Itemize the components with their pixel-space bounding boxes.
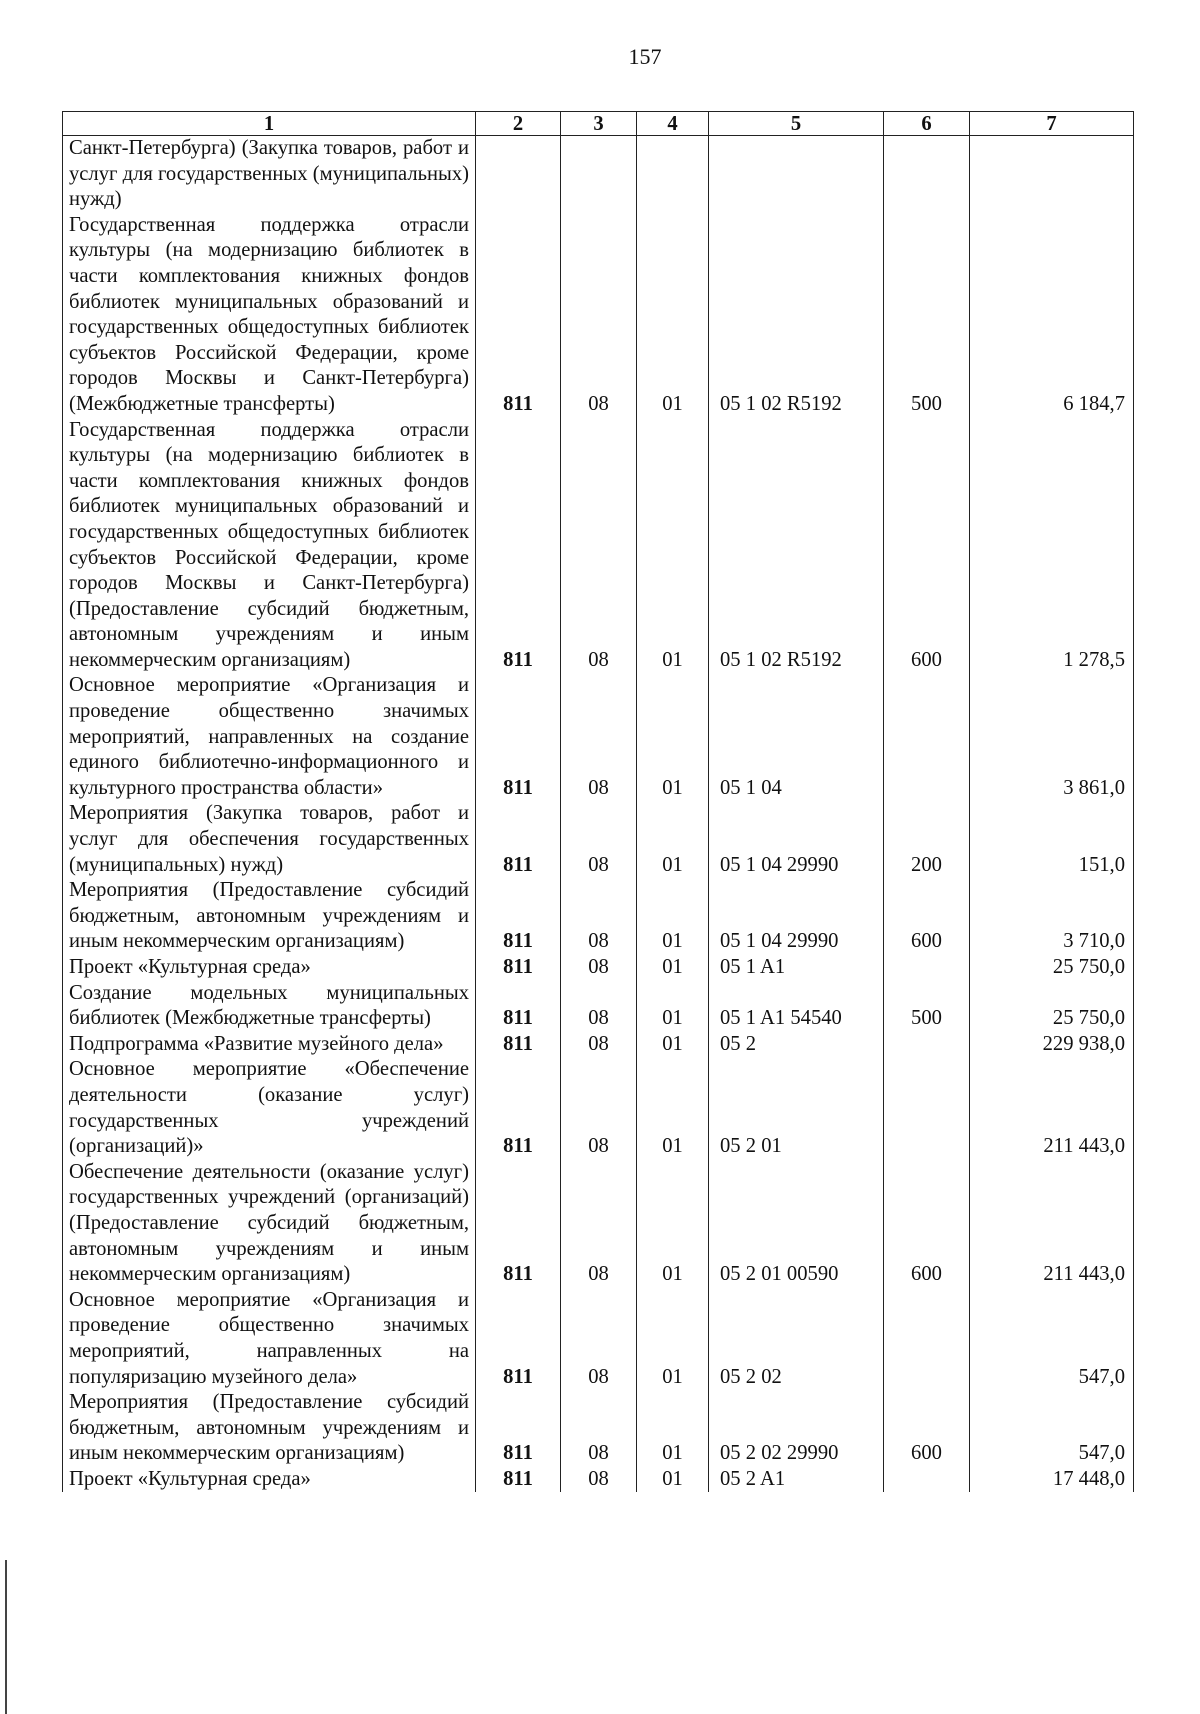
description-cell: Подпрограмма «Развитие музейного дела» <box>63 1032 476 1058</box>
section-cell: 08 <box>561 1467 637 1493</box>
description-cell: Основное мероприятие «Организация и проведение общественно значимых мероприятий, направленных на создание единого библиотечно-информационного и культурного пространства области» <box>63 673 476 801</box>
table-body <box>63 136 1134 1493</box>
grbs-cell: 811 <box>476 1390 561 1467</box>
description-cell: Мероприятия (Закупка товаров, работ и услуг для обеспечения государственных (муниципальных) нужд) <box>63 801 476 878</box>
description-cell: Основное мероприятие «Организация и проведение общественно значимых мероприятий, направленных на популяризацию музейного дела» <box>63 1288 476 1390</box>
amount-cell: 25 750,0 <box>970 955 1134 981</box>
target-article-cell <box>709 136 884 213</box>
expense-type-cell <box>884 1467 970 1493</box>
table-row <box>63 955 1134 981</box>
subsection-cell: 01 <box>637 1288 709 1390</box>
description-cell: Обеспечение деятельности (оказание услуг) государственных учреждений (организаций) (Предоставление субсидий бюджетным, автономным учреждениям и иным некоммерческим организациям) <box>63 1160 476 1288</box>
description-cell: Мероприятия (Предоставление субсидий бюджетным, автономным учреждениям и иным некоммерческим организациям) <box>63 878 476 955</box>
amount-cell: 547,0 <box>970 1288 1134 1390</box>
amount-cell: 6 184,7 <box>970 213 1134 418</box>
expense-type-cell: 600 <box>884 878 970 955</box>
table-row <box>63 213 1134 418</box>
expense-type-cell: 600 <box>884 1160 970 1288</box>
header-cell: 2 <box>476 112 561 136</box>
header-cell: 1 <box>63 112 476 136</box>
header-cell: 4 <box>637 112 709 136</box>
amount-cell: 1 278,5 <box>970 418 1134 674</box>
amount-cell: 211 443,0 <box>970 1160 1134 1288</box>
table-row <box>63 801 1134 878</box>
header-cell: 5 <box>709 112 884 136</box>
section-cell: 08 <box>561 981 637 1032</box>
amount-cell: 211 443,0 <box>970 1057 1134 1159</box>
subsection-cell: 01 <box>637 981 709 1032</box>
header-cell: 6 <box>884 112 970 136</box>
grbs-cell: 811 <box>476 801 561 878</box>
description-cell: Государственная поддержка отрасли культуры (на модернизацию библиотек в части комплектования книжных фондов библиотек муниципальных образований и государственных общедоступных библиотек субъектов Российской Федерации, кроме городов Москвы и Санкт-Петербурга) (Предоставление субсидий бюджетным, автономным учреждениям и иным некоммерческим организациям) <box>63 418 476 674</box>
section-cell: 08 <box>561 878 637 955</box>
expense-type-cell: 500 <box>884 981 970 1032</box>
description-cell: Создание модельных муниципальных библиотек (Межбюджетные трансферты) <box>63 981 476 1032</box>
grbs-cell: 811 <box>476 418 561 674</box>
expense-type-cell: 200 <box>884 801 970 878</box>
budget-table <box>62 111 1134 1492</box>
target-article-cell: 05 1 04 29990 <box>709 801 884 878</box>
grbs-cell: 811 <box>476 878 561 955</box>
description-cell: Мероприятия (Предоставление субсидий бюджетным, автономным учреждениям и иным некоммерческим организациям) <box>63 1390 476 1467</box>
grbs-cell <box>476 136 561 213</box>
subsection-cell: 01 <box>637 418 709 674</box>
header-row <box>63 112 1134 136</box>
table-row <box>63 136 1134 213</box>
subsection-cell: 01 <box>637 1467 709 1493</box>
scan-margin-line <box>5 1560 7 1714</box>
grbs-cell: 811 <box>476 955 561 981</box>
section-cell: 08 <box>561 1057 637 1159</box>
table-row <box>63 878 1134 955</box>
page-number: 157 <box>628 44 662 69</box>
amount-cell: 229 938,0 <box>970 1032 1134 1058</box>
subsection-cell: 01 <box>637 213 709 418</box>
table-row <box>63 673 1134 801</box>
target-article-cell: 05 2 02 29990 <box>709 1390 884 1467</box>
expense-type-cell <box>884 673 970 801</box>
amount-cell <box>970 136 1134 213</box>
section-cell <box>561 136 637 213</box>
subsection-cell <box>637 136 709 213</box>
target-article-cell: 05 1 02 R5192 <box>709 418 884 674</box>
target-article-cell: 05 1 04 29990 <box>709 878 884 955</box>
expense-type-cell <box>884 1032 970 1058</box>
target-article-cell: 05 2 02 <box>709 1288 884 1390</box>
description-cell: Проект «Культурная среда» <box>63 1467 476 1493</box>
table-row <box>63 981 1134 1032</box>
subsection-cell: 01 <box>637 801 709 878</box>
table-row <box>63 418 1134 674</box>
table-row <box>63 1160 1134 1288</box>
header-cell: 3 <box>561 112 637 136</box>
target-article-cell: 05 1 A1 54540 <box>709 981 884 1032</box>
grbs-cell: 811 <box>476 1160 561 1288</box>
description-cell: Основное мероприятие «Обеспечение деятельности (оказание услуг) государственных учреждений (организаций)» <box>63 1057 476 1159</box>
grbs-cell: 811 <box>476 1288 561 1390</box>
grbs-cell: 811 <box>476 213 561 418</box>
description-cell: Санкт-Петербурга) (Закупка товаров, работ и услуг для государственных (муниципальных) нужд) <box>63 136 476 213</box>
table-row <box>63 1288 1134 1390</box>
subsection-cell: 01 <box>637 1057 709 1159</box>
subsection-cell: 01 <box>637 1160 709 1288</box>
expense-type-cell <box>884 1288 970 1390</box>
expense-type-cell: 600 <box>884 418 970 674</box>
section-cell: 08 <box>561 801 637 878</box>
subsection-cell: 01 <box>637 673 709 801</box>
amount-cell: 17 448,0 <box>970 1467 1134 1493</box>
section-cell: 08 <box>561 955 637 981</box>
amount-cell: 151,0 <box>970 801 1134 878</box>
amount-cell: 547,0 <box>970 1390 1134 1467</box>
amount-cell: 25 750,0 <box>970 981 1134 1032</box>
section-cell: 08 <box>561 1160 637 1288</box>
table-row <box>63 1057 1134 1159</box>
section-cell: 08 <box>561 1288 637 1390</box>
target-article-cell: 05 2 A1 <box>709 1467 884 1493</box>
description-cell: Государственная поддержка отрасли культуры (на модернизацию библиотек в части комплектования книжных фондов библиотек муниципальных образований и государственных общедоступных библиотек субъектов Российской Федерации, кроме городов Москвы и Санкт-Петербурга) (Межбюджетные трансферты) <box>63 213 476 418</box>
target-article-cell: 05 2 01 00590 <box>709 1160 884 1288</box>
expense-type-cell: 600 <box>884 1390 970 1467</box>
section-cell: 08 <box>561 418 637 674</box>
grbs-cell: 811 <box>476 1057 561 1159</box>
section-cell: 08 <box>561 673 637 801</box>
table-row <box>63 1467 1134 1493</box>
expense-type-cell <box>884 1057 970 1159</box>
grbs-cell: 811 <box>476 981 561 1032</box>
subsection-cell: 01 <box>637 955 709 981</box>
target-article-cell: 05 2 <box>709 1032 884 1058</box>
subsection-cell: 01 <box>637 878 709 955</box>
section-cell: 08 <box>561 213 637 418</box>
amount-cell: 3 861,0 <box>970 673 1134 801</box>
table-row <box>63 1032 1134 1058</box>
grbs-cell: 811 <box>476 1032 561 1058</box>
target-article-cell: 05 1 02 R5192 <box>709 213 884 418</box>
subsection-cell: 01 <box>637 1390 709 1467</box>
target-article-cell: 05 1 04 <box>709 673 884 801</box>
table-row <box>63 1390 1134 1467</box>
header-cell: 7 <box>970 112 1134 136</box>
expense-type-cell <box>884 955 970 981</box>
grbs-cell: 811 <box>476 673 561 801</box>
amount-cell: 3 710,0 <box>970 878 1134 955</box>
description-cell: Проект «Культурная среда» <box>63 955 476 981</box>
subsection-cell: 01 <box>637 1032 709 1058</box>
expense-type-cell: 500 <box>884 213 970 418</box>
target-article-cell: 05 1 A1 <box>709 955 884 981</box>
target-article-cell: 05 2 01 <box>709 1057 884 1159</box>
section-cell: 08 <box>561 1032 637 1058</box>
expense-type-cell <box>884 136 970 213</box>
section-cell: 08 <box>561 1390 637 1467</box>
grbs-cell: 811 <box>476 1467 561 1493</box>
